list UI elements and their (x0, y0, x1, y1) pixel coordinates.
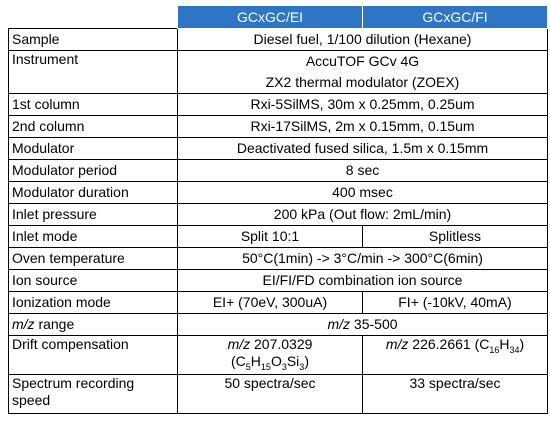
row-label: Ionization mode (9, 292, 178, 314)
formula-sub: 3 (299, 361, 305, 372)
row-value: 200 kPa (Out flow: 2mL/min) (178, 204, 548, 226)
mz-value-italic: m/z (327, 316, 351, 332)
row-label: Sample (9, 29, 178, 51)
drift-ei-formula (181, 353, 359, 370)
mz-label-rest: range (34, 316, 75, 332)
row-value-fi (363, 336, 548, 375)
row-label: Modulator (9, 138, 178, 160)
formula-part: O (270, 353, 282, 369)
formula-part: H (499, 336, 510, 352)
mz-value-rest: 35-500 (350, 316, 398, 332)
row-ionization-mode (9, 292, 548, 314)
row-value-ei: 50 spectra/sec (178, 375, 363, 414)
formula-part: H (250, 353, 261, 369)
row-label: Instrument (9, 51, 178, 94)
row-modulator-period (9, 160, 548, 182)
formula-part: ) (304, 353, 309, 369)
row-value-fi: Splitless (363, 226, 548, 248)
formula-sub: 15 (260, 361, 271, 372)
mz-label-italic: m/z (12, 316, 35, 332)
row-instrument (9, 51, 548, 73)
row-sample (9, 29, 548, 51)
drift-fi-mass: 226.2661 (C (408, 336, 490, 352)
formula-sub: 5 (245, 361, 251, 372)
row-value: ZX2 thermal modulator (ZOEX) (178, 72, 548, 94)
spectrum-label-line1: Spectrum recording (12, 375, 135, 391)
row-value: EI/FI/FD combination ion source (178, 270, 548, 292)
row-mz-range (9, 314, 548, 336)
formula-sub: 3 (281, 361, 287, 372)
row-inlet-pressure (9, 204, 548, 226)
header-blank-cell (9, 6, 178, 29)
row-label: 1st column (9, 94, 178, 116)
row-value: Deactivated fused silica, 1.5m x 0.15mm (178, 138, 548, 160)
row-inlet-mode (9, 226, 548, 248)
row-oven-temperature (9, 248, 548, 270)
row-label (9, 375, 178, 414)
row-label: Inlet pressure (9, 204, 178, 226)
spectrum-label-line2: speed (12, 392, 51, 408)
formula-part: (C (231, 353, 246, 369)
row-1st-column (9, 94, 548, 116)
row-value-ei: Split 10:1 (178, 226, 363, 248)
row-value (178, 314, 548, 336)
header-fi: GCxGC/FI (363, 6, 548, 29)
row-value: 400 msec (178, 182, 548, 204)
row-value: Diesel fuel, 1/100 dilution (Hexane) (178, 29, 548, 51)
drift-ei-mass: 207.0329 (250, 336, 313, 352)
row-label: Inlet mode (9, 226, 178, 248)
row-value: 8 sec (178, 160, 548, 182)
formula-sub: 16 (489, 344, 500, 355)
row-value: Rxi-17SilMS, 2m x 0.15mm, 0.15um (178, 116, 548, 138)
row-label: 2nd column (9, 116, 178, 138)
header-ei: GCxGC/EI (178, 6, 363, 29)
drift-ei-mass-line (181, 336, 359, 353)
drift-fi-mz: m/z (385, 336, 409, 352)
row-value-fi: 33 spectra/sec (363, 375, 548, 414)
row-value: Rxi-5SilMS, 30m x 0.25mm, 0.25um (178, 94, 548, 116)
formula-part: Si (286, 353, 300, 369)
row-label: Modulator duration (9, 182, 178, 204)
row-label: Drift compensation (9, 336, 178, 375)
row-value-ei: EI+ (70eV, 300uA) (178, 292, 363, 314)
formula-sub: 34 (509, 344, 520, 355)
row-spectrum-speed (9, 375, 548, 414)
row-value-ei (178, 336, 363, 375)
row-label: Oven temperature (9, 248, 178, 270)
row-ion-source (9, 270, 548, 292)
row-label: Ion source (9, 270, 178, 292)
row-2nd-column (9, 116, 548, 138)
formula-part: ) (519, 336, 525, 352)
row-value: AccuTOF GCv 4G (178, 51, 548, 73)
parameters-table (8, 5, 548, 414)
row-value: 50°C(1min) -> 3°C/min -> 300°C(6min) (178, 248, 548, 270)
row-label: Modulator period (9, 160, 178, 182)
drift-ei-mz: m/z (227, 336, 251, 352)
row-modulator-duration (9, 182, 548, 204)
row-drift-compensation (9, 336, 548, 375)
header-row (9, 6, 548, 29)
row-modulator (9, 138, 548, 160)
row-value-fi: FI+ (-10kV, 40mA) (363, 292, 548, 314)
row-label (9, 314, 178, 336)
